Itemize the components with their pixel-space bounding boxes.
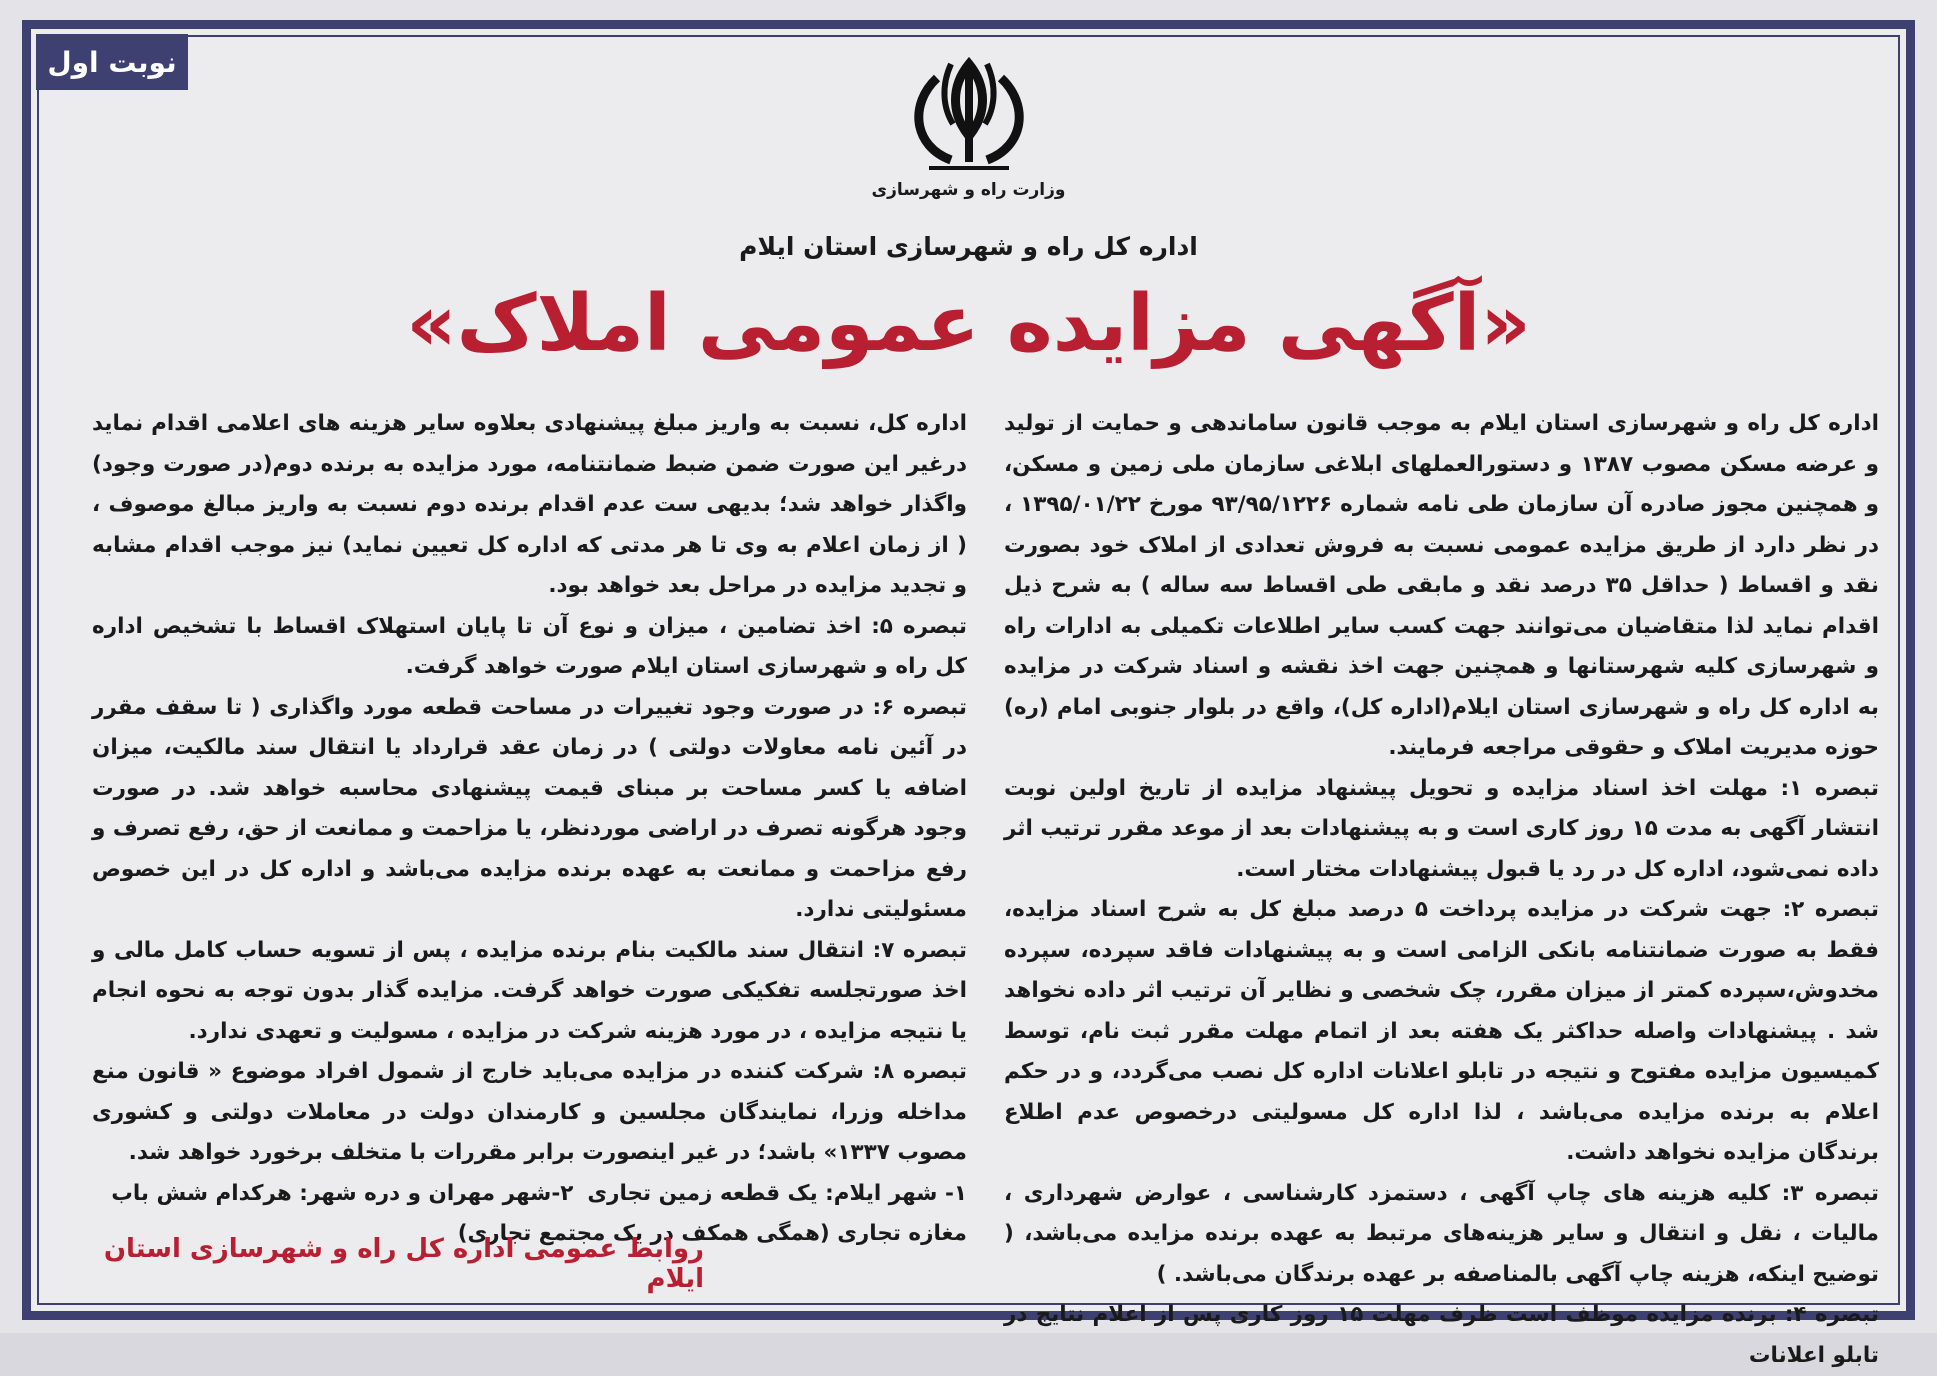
property-item-2-cont: مغازه تجاری (همگی همکف در یک مجتمع تجاری) — [457, 1221, 967, 1246]
note-8: تبصره ۸: شرکت کننده در مزایده می‌باید خارج از شمول افراد موضوع « قانون منع مداخله وزرا، نمایندگان مجلسین و کارمندان دولت در معاملات دولتی و کشوری مصوب ۱۳۳۷» باشد؛ در غیر اینصورت برابر مقررات با متخلف برخورد خواهد شد. — [92, 1059, 968, 1165]
public-relations-signature: روابط عمومی اداره کل راه و شهرسازی استان ایلام — [103, 1234, 704, 1294]
intro-paragraph: اداره کل راه و شهرسازی استان ایلام به موجب قانون ساماندهی و حمایت از تولید و عرضه مسکن مصوب ۱۳۸۷ و دستورالعملهای ابلاغی سازمان ملی زمین و مسکن، و همچنین مجوز صادره آن سازمان طی نامه شماره ۹۳/۹۵/۱۲۲۶ مورخ ۱۳۹۵/۰۱/۲۲ ، در نظر دارد از طریق مزایده عمومی نسبت به فروش تعدادی از املاک خود بصورت نقد و اقساط ( حداقل ۳۵ درصد نقد و مابقی طی اقساط سه ساله ) به شرح ذیل اقدام نماید لذا متقاضیان می‌توانند جهت کسب سایر اطلاعات تکمیلی به ادارات راه و شهرسازی کلیه شهرستانها و همچنین جهت اخذ نقشه و اسناد شرکت در مزایده به اداره کل راه و شهرسازی استان ایلام(اداره کل)، واقع در بلوار جنوبی امام (ره) حوزه مدیریت املاک و حقوقی مراجعه فرمایند. — [1004, 411, 1879, 760]
iran-emblem-icon — [899, 56, 1039, 180]
note-4-start: تبصره ۴: برنده مزایده موظف است ظرف مهلت ۱۵ روز کاری پس از اعلام نتایج در تابلو اعلانات — [1004, 1302, 1879, 1368]
edition-badge: نوبت اول — [36, 34, 188, 90]
property-items — [92, 1174, 967, 1215]
department-title: اداره کل راه و شهرسازی استان ایلام — [739, 232, 1198, 261]
right-column — [1004, 404, 1879, 1376]
property-item-2: ۲-شهر مهران و دره شهر: هرکدام شش باب — [111, 1180, 574, 1206]
note-2: تبصره ۲: جهت شرکت در مزایده پرداخت ۵ درصد مبلغ کل به شرح اسناد مزایده، فقط به صورت ضمانتنامه بانکی الزامی است و به پیشنهادات فاقد سپرده، سپرده مخدوش،سپرده کمتر از میزان مقرر، چک شخصی و نظایر آن ترتیب اثر داده نخواهد شد . پیشنهادات واصله حداکثر یک هفته بعد از اتمام مهلت مقرر ثبت نام، توسط کمیسیون مزایده مفتوح و نتیجه در تابلو اعلانات اداره کل نصب می‌گردد، و در حکم اعلام به برنده مزایده می‌باشد ، لذا اداره کل مسولیتی درخصوص عدم اطلاع برندگان مزایده نخواهد داشت. — [1004, 897, 1879, 1165]
note-6: تبصره ۶: در صورت وجود تغییرات در مساحت قطعه مورد واگذاری ( تا سقف مقرر در آئین نامه معاولات دولتی ) در زمان عقد قرارداد یا انتقال سند مالکیت، میزان اضافه یا کسر مساحت بر مبنای قیمت پیشنهادی محاسبه خواهد شد. در صورت وجود هرگونه تصرف در اراضی موردنظر، یا مزاحمت و ممانعت از حق، رفع تصرف و رفع مزاحمت و ممانعت به عهده برنده مزایده می‌باشد و اداره کل در این خصوص مسئولیتی ندارد. — [92, 694, 968, 922]
left-column — [92, 404, 967, 1255]
ministry-label: وزارت راه و شهرسازی — [871, 180, 1066, 200]
note-1: تبصره ۱: مهلت اخذ اسناد مزایده و تحویل پیشنهاد مزایده از تاریخ اولین نوبت انتشار آگهی به مدت ۱۵ روز کاری است و به پیشنهادات بعد از موعد مقرر ترتیب اثر داده نمی‌شود، اداره کل در رد یا قبول پیشنهادات مختار است. — [1004, 775, 1879, 882]
note-7: تبصره ۷: انتقال سند مالکیت بنام برنده مزایده ، پس از تسویه حساب کامل مالی و اخذ صورتجلسه تفکیکی صورت خواهد گرفت. مزایده گذار بدون توجه به نحوه انجام یا نتیجه مزایده ، در مورد هزینه شرکت در مزایده ، مسولیت و تعهدی ندارد. — [92, 937, 967, 1044]
note-4-cont: اداره کل، نسبت به واریز مبلغ پیشنهادی بعلاوه سایر هزینه های اعلامی اقدام نماید درغیر این صورت ضمن ضبط ضمانتنامه، مورد مزایده به برنده دوم(در صورت وجود) واگذار خواهد شد؛ بدیهی ست عدم اقدام برنده دوم نسبت به واریز مبالغ موصوف ، ( از زمان اعلام به وی تا هر مدتی که اداره کل تعیین نماید) نیز موجب اقدام مشابه و تجدید مزایده در مراحل بعد خواهد بود. — [92, 411, 967, 598]
property-item-1: ۱- شهر ایلام: یک قطعه زمین تجاری — [587, 1180, 967, 1206]
ad-headline: «آگهی مزایده عمومی املاک» — [406, 279, 1531, 369]
note-3: تبصره ۳: کلیه هزینه های چاپ آگهی ، دستمزد کارشناسی ، عوارض شهرداری ، مالیات ، نقل و انتقال و سایر هزینه‌های مرتبط به عهده برنده مزایده می‌باشد، ( توضیح اینکه، هزینه چاپ آگهی بالمناصفه بر عهده برندگان می‌باشد. ) — [1004, 1180, 1879, 1287]
note-5: تبصره ۵: اخذ تضامین ، میزان و نوع آن تا پایان استهلاک اقساط با تشخیص اداره کل راه و شهرسازی استان ایلام صورت خواهد گرفت. — [92, 613, 967, 679]
